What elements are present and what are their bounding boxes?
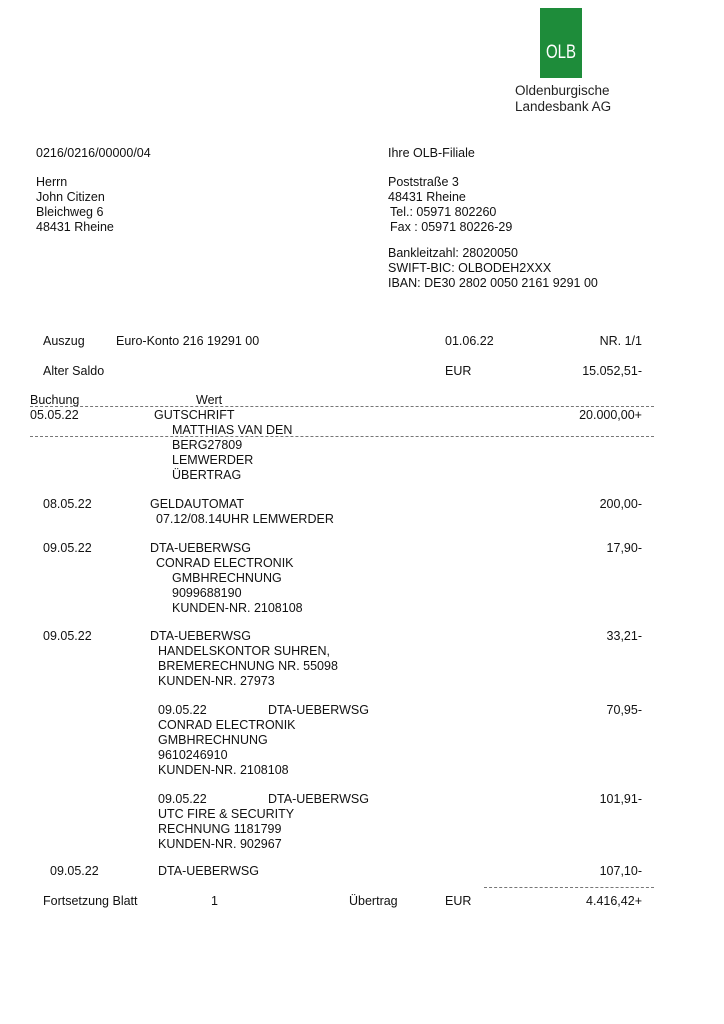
recipient-address [36,175,114,235]
transaction-date: 05.05.22 [30,408,79,422]
transaction-date: 09.05.22 [43,541,92,555]
transaction-details [156,556,303,616]
detail-line: HANDELSKONTOR SUHREN, [158,644,331,658]
transaction-type: DTA-UEBERWSG [158,864,259,878]
olb-logo-icon [540,8,582,78]
transaction-details [158,718,296,778]
account-number: Euro-Konto 216 19291 00 [116,334,260,348]
detail-line: UTC FIRE & SECURITY [158,807,295,821]
reference-number: 0216/0216/00000/04 [36,146,151,160]
transaction-type: DTA-UEBERWSG [150,541,251,555]
transaction-amount: 107,10- [599,864,642,878]
transaction-type: DTA-UEBERWSG [268,792,369,806]
detail-line: BREMERECHNUNG NR. 55098 [158,659,338,673]
detail-line: KUNDEN-NR. 27973 [158,674,275,688]
bank-name-line1: Oldenburgische [515,83,610,98]
old-balance-label: Alter Saldo [43,364,105,378]
branch-fax: Fax : 05971 80226-29 [390,220,513,234]
statement-date: 01.06.22 [445,334,494,348]
transaction-date: 09.05.22 [158,703,207,717]
old-balance-currency: EUR [445,364,472,378]
transaction-amount: 101,91- [599,792,642,806]
carry-over-currency: EUR [445,894,472,908]
branch-street: Poststraße 3 [388,175,459,189]
logo-mark-text: OLB [546,42,576,63]
footer-divider [484,887,654,888]
transaction-date: 08.05.22 [43,497,92,511]
transaction-date: 09.05.22 [50,864,99,878]
branch-title: Ihre OLB-Filiale [388,146,475,160]
column-header-value: Wert [196,393,223,407]
statement-page-number: NR. 1/1 [599,334,642,348]
transaction-details [156,512,334,527]
detail-line: RECHNUNG 1181799 [158,822,282,836]
detail-line: ÜBERTRAG [172,468,242,482]
swift-bic: SWIFT-BIC: OLBODEH2XXX [388,261,552,275]
transaction-type: DTA-UEBERWSG [150,629,251,643]
transaction-date: 09.05.22 [43,629,92,643]
detail-line: GMBHRECHNUNG [172,571,282,585]
iban: IBAN: DE30 2802 0050 2161 9291 00 [388,276,598,290]
detail-line: CONRAD ELECTRONIK [158,718,296,732]
branch-address [388,175,512,235]
transaction-amount: 200,00- [599,497,642,511]
transaction-details [158,807,294,852]
branch-tel: Tel.: 05971 802260 [390,205,497,219]
detail-line: KUNDEN-NR. 2108108 [172,601,303,615]
transaction-amount: 70,95- [606,703,642,717]
detail-line: BERG27809 [172,438,243,452]
bank-logo-mark [540,8,582,78]
recipient-city: 48431 Rheine [36,220,114,234]
row-divider [30,436,654,437]
branch-city: 48431 Rheine [388,190,466,204]
bank-name [515,83,635,115]
old-balance-amount: 15.052,51- [582,364,642,378]
detail-line: KUNDEN-NR. 2108108 [158,763,289,777]
detail-line: 9610246910 [158,748,228,762]
carry-over-label: Übertrag [349,894,398,908]
transaction-type: GELDAUTOMAT [150,497,244,511]
detail-line: CONRAD ELECTRONIK [156,556,294,570]
detail-line: GMBHRECHNUNG [158,733,268,747]
recipient-name: John Citizen [36,190,105,204]
transaction-amount: 17,90- [606,541,642,555]
transaction-details [158,644,338,689]
detail-line: KUNDEN-NR. 902967 [158,837,282,851]
transaction-amount: 20.000,00+ [579,408,642,422]
carry-over-amount: 4.416,42+ [586,894,642,908]
detail-line: 07.12/08.14UHR LEMWERDER [156,512,334,526]
transaction-type: GUTSCHRIFT [154,408,235,422]
column-header-booking: Buchung [30,393,80,407]
transaction-date: 09.05.22 [158,792,207,806]
continuation-page: 1 [211,894,218,908]
recipient-salutation: Herrn [36,175,68,189]
header-divider [30,406,654,407]
bank-code: Bankleitzahl: 28020050 [388,246,518,260]
transaction-amount: 33,21- [606,629,642,643]
transaction-details [172,423,292,483]
detail-line: LEMWERDER [172,453,254,467]
transaction-type: DTA-UEBERWSG [268,703,369,717]
detail-line: 9099688190 [172,586,242,600]
bank-details [388,246,598,291]
continuation-label: Fortsetzung Blatt [43,894,138,908]
bank-name-line2: Landesbank AG [515,99,612,114]
recipient-street: Bleichweg 6 [36,205,104,219]
statement-label: Auszug [43,334,85,348]
detail-line: MATTHIAS VAN DEN [172,423,293,437]
